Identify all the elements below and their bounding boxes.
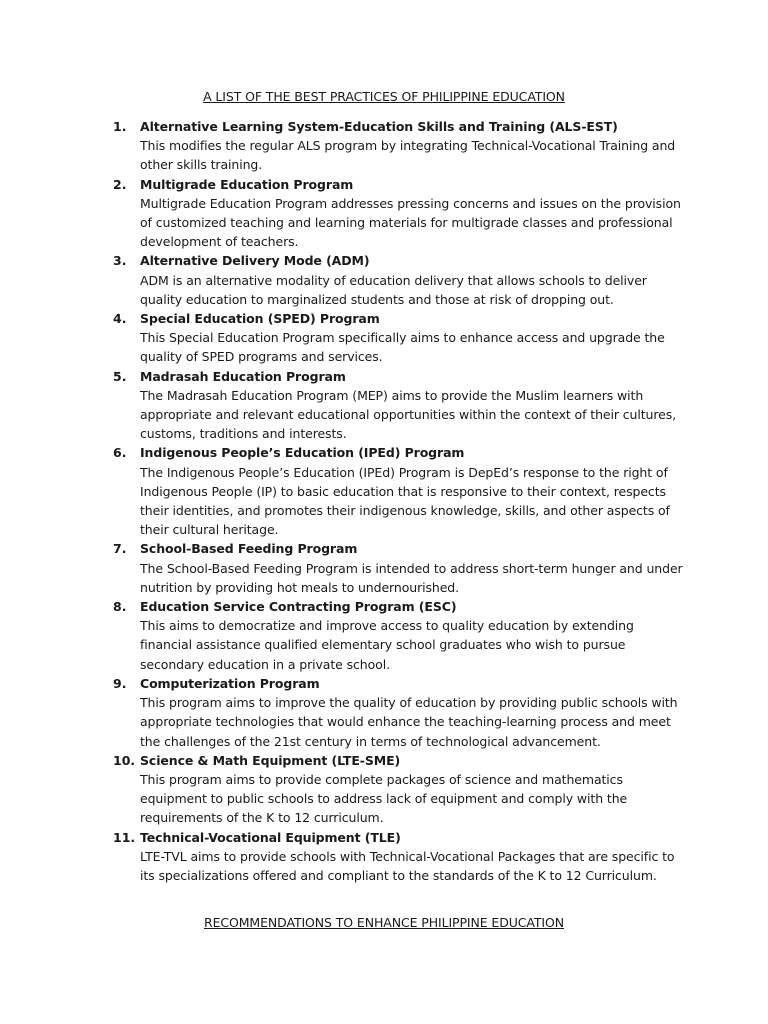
list-item (113, 309, 683, 367)
item-description: This aims to democratize and improve access to quality education by extending financial assistance qualified elementary school graduates who wish to pursue secondary education in a private school. (140, 618, 634, 672)
item-content (140, 175, 683, 252)
item-content (140, 309, 683, 367)
item-title: Indigenous People’s Education (IPEd) Program (140, 445, 465, 461)
item-number: 2. (113, 176, 127, 192)
item-number: 1. (113, 119, 127, 134)
item-content (140, 674, 683, 751)
item-content (140, 443, 683, 539)
item-title: Science & Math Equipment (LTE-SME) (140, 752, 401, 768)
item-number: 10. (113, 752, 136, 768)
recommendations-heading: RECOMMENDATIONS TO ENHANCE PHILIPPINE EDUCATION (203, 915, 565, 930)
list-item (113, 367, 683, 444)
item-description: This program aims to provide complete packages of science and mathematics equipment to public schools to address lack of equipment and comply with the requirements of the K to 12 curriculum. (140, 771, 628, 826)
item-content (140, 828, 683, 886)
list-item (113, 117, 683, 175)
item-content (140, 539, 683, 597)
item-number: 8. (113, 599, 127, 615)
item-description: This modifies the regular ALS program by integrating Technical-Vocational Training and other skills training. (140, 138, 676, 173)
item-description: The Madrasah Education Program (MEP) aims to provide the Muslim learners with appropriate and relevant educational opportunities within the context of their cultures, customs, traditions and interests. (140, 387, 676, 442)
item-title: School-Based Feeding Program (140, 541, 358, 557)
list-item (113, 674, 683, 751)
best-practices-list (113, 117, 683, 885)
list-item (113, 539, 683, 597)
list-item (113, 251, 683, 309)
item-description: LTE-TVL aims to provide schools with Technical-Vocational Packages that are specific to its specializations offered and compliant to the standards of the K to 12 Curriculum. (140, 848, 675, 883)
document-title: A LIST OF THE BEST PRACTICES OF PHILIPPINE EDUCATION (203, 89, 565, 104)
item-title: Special Education (SPED) Program (140, 311, 380, 327)
list-item (113, 828, 683, 886)
item-description: Multigrade Education Program addresses pressing concerns and issues on the provision of customized teaching and learning materials for multigrade classes and professional development of teachers. (140, 195, 681, 250)
item-number: 11. (113, 829, 136, 845)
item-title: Computerization Program (140, 675, 320, 691)
item-number: 3. (113, 253, 127, 269)
list-item (113, 443, 683, 539)
item-number: 6. (113, 445, 127, 461)
item-description: The School-Based Feeding Program is intended to address short-term hunger and under nutrition by providing hot meals to undernourished. (140, 560, 683, 595)
list-item (113, 175, 683, 252)
item-content (140, 597, 683, 674)
item-number: 7. (113, 541, 127, 557)
item-content (140, 367, 683, 444)
item-description: ADM is an alternative modality of education delivery that allows schools to deliver quality education to marginalized students and those at risk of dropping out. (140, 272, 647, 307)
item-number: 5. (113, 368, 127, 384)
item-number: 9. (113, 675, 127, 691)
item-description: The Indigenous People’s Education (IPEd) Program is DepEd’s response to the right of Indigenous People (IP) to basic education that is responsive to their context, respects their identities, and promotes their indigenous knowledge, skills, and other aspects of their cultural heritage. (140, 464, 670, 538)
item-content (140, 117, 683, 175)
list-item (113, 751, 683, 828)
item-content (140, 751, 683, 828)
item-title: Education Service Contracting Program (ESC) (140, 599, 457, 615)
item-title: Alternative Delivery Mode (ADM) (140, 253, 370, 269)
item-title: Madrasah Education Program (140, 368, 346, 384)
item-title: Technical-Vocational Equipment (TLE) (140, 829, 401, 845)
list-item (113, 597, 683, 674)
item-description: This program aims to improve the quality of education by providing public schools with appropriate technologies that would enhance the teaching-learning process and meet the challenges of the 21st century in terms of technological advancement. (140, 695, 678, 749)
item-description: This Special Education Program specifically aims to enhance access and upgrade the quality of SPED programs and services. (140, 330, 665, 365)
item-title: Multigrade Education Program (140, 176, 354, 192)
item-number: 4. (113, 311, 127, 327)
item-title: Alternative Learning System-Education Skills and Training (ALS-EST) (140, 119, 618, 134)
item-content (140, 251, 683, 309)
